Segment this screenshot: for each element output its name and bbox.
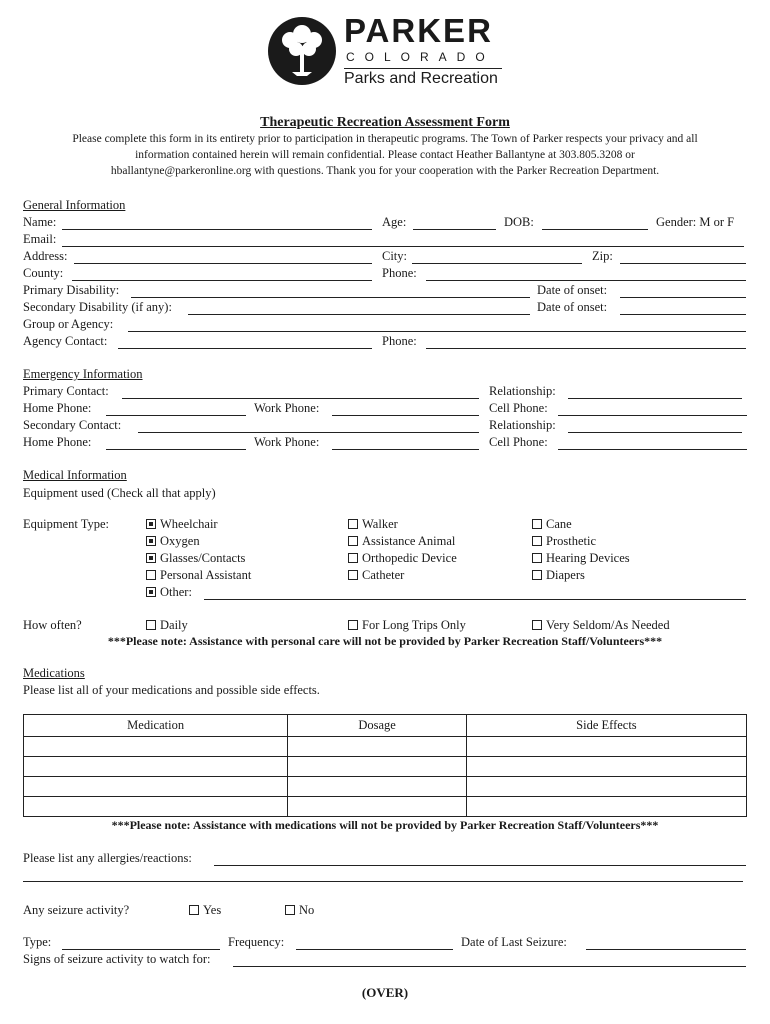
table-cell[interactable] — [466, 777, 746, 797]
work-phone-label: Work Phone: — [254, 401, 320, 415]
signs-label: Signs of seizure activity to watch for: — [23, 952, 211, 966]
option-label: Wheelchair — [160, 517, 218, 531]
relationship-field[interactable] — [568, 398, 742, 399]
table-cell[interactable] — [288, 777, 467, 797]
allergies-field-2[interactable] — [23, 881, 743, 882]
form-title: Therapeutic Recreation Assessment Form — [260, 115, 510, 130]
equip-option[interactable] — [348, 551, 457, 566]
checkbox-icon[interactable] — [189, 905, 199, 915]
table-cell[interactable] — [24, 757, 288, 777]
checkbox-icon[interactable] — [146, 536, 156, 546]
other-field[interactable] — [204, 599, 746, 600]
frequency-field[interactable] — [296, 949, 453, 950]
gender-label: Gender: M or F — [656, 215, 735, 229]
checkbox-icon[interactable] — [348, 620, 358, 630]
option-label: Cane — [546, 517, 572, 531]
checkbox-icon[interactable] — [532, 536, 542, 546]
seizure-no-option[interactable] — [285, 903, 314, 918]
seizure-yes-option[interactable] — [189, 903, 221, 918]
equip-option[interactable] — [348, 517, 398, 532]
work-phone-2-field[interactable] — [332, 449, 479, 450]
option-label: Diapers — [546, 568, 585, 582]
signs-field[interactable] — [233, 966, 746, 967]
checkbox-icon[interactable] — [532, 553, 542, 563]
option-label: Daily — [160, 618, 188, 632]
allergies-label: Please list any allergies/reactions: — [23, 851, 192, 865]
checkbox-icon[interactable] — [532, 519, 542, 529]
medications-heading: Medications — [23, 666, 85, 680]
checkbox-icon[interactable] — [532, 620, 542, 630]
zip-field[interactable] — [620, 263, 746, 264]
cell-phone-label: Cell Phone: — [489, 401, 548, 415]
table-cell[interactable] — [466, 797, 746, 817]
name-label: Name: — [23, 215, 57, 229]
last-seizure-field[interactable] — [586, 949, 746, 950]
home-phone-2-field[interactable] — [106, 449, 246, 450]
equip-option[interactable] — [532, 534, 596, 549]
last-seizure-label: Date of Last Seizure: — [461, 935, 567, 949]
work-phone-2-label: Work Phone: — [254, 435, 320, 449]
logo-rule — [344, 68, 502, 69]
group-label: Group or Agency: — [23, 317, 114, 331]
age-field[interactable] — [413, 229, 496, 230]
date-onset-label: Date of onset: — [537, 283, 608, 297]
checkbox-icon[interactable] — [348, 519, 358, 529]
equip-option[interactable] — [532, 517, 572, 532]
date-onset-field[interactable] — [620, 297, 746, 298]
col-medication: Medication — [24, 715, 288, 737]
secondary-disability-label: Secondary Disability (if any): — [23, 300, 172, 314]
option-label: Hearing Devices — [546, 551, 630, 565]
primary-contact-label: Primary Contact: — [23, 384, 109, 398]
frequency-label: Frequency: — [228, 935, 285, 949]
medical-heading: Medical Information — [23, 468, 127, 482]
logo-org: PARKER — [344, 12, 493, 49]
checkbox-icon[interactable] — [348, 570, 358, 580]
address-label: Address: — [23, 249, 68, 263]
address-field[interactable] — [74, 263, 372, 264]
checkbox-icon[interactable] — [348, 536, 358, 546]
option-label: Walker — [362, 517, 398, 531]
option-label: Very Seldom/As Needed — [546, 618, 670, 632]
checkbox-icon[interactable] — [285, 905, 295, 915]
equip-option[interactable] — [146, 534, 200, 549]
equip-option-other[interactable] — [146, 585, 192, 600]
dob-field[interactable] — [542, 229, 648, 230]
equipment-used-label: Equipment used (Check all that apply) — [23, 486, 216, 500]
emergency-heading: Emergency Information — [23, 367, 143, 381]
medications-note: ***Please note: Assistance with medications will not be provided by Parker Recreation Staff/Volunteers*** — [111, 818, 659, 832]
name-field[interactable] — [62, 229, 372, 230]
table-row[interactable] — [24, 737, 747, 757]
freq-option[interactable] — [532, 618, 670, 633]
table-cell[interactable] — [466, 737, 746, 757]
primary-disability-label: Primary Disability: — [23, 283, 120, 297]
option-label: Other: — [160, 585, 192, 599]
parker-tree-logo — [267, 16, 337, 86]
phone-label: Phone: — [382, 266, 417, 280]
table-cell[interactable] — [24, 797, 288, 817]
equipment-type-label: Equipment Type: — [23, 517, 110, 531]
table-row[interactable] — [24, 797, 747, 817]
table-cell[interactable] — [288, 797, 467, 817]
option-label: Orthopedic Device — [362, 551, 457, 565]
equip-option[interactable] — [146, 551, 245, 566]
general-heading: General Information — [23, 198, 126, 212]
equip-option[interactable] — [146, 568, 251, 583]
intro-line-3: hballantyne@parkeronline.org with questions. Thank you for your cooperation with the Parker Recreation Department. — [110, 165, 660, 177]
table-cell[interactable] — [288, 737, 467, 757]
zip-label: Zip: — [592, 249, 613, 263]
logo-dept: Parks and Recreation — [344, 70, 498, 87]
agency-contact-label: Agency Contact: — [23, 334, 108, 348]
option-label: Personal Assistant — [160, 568, 252, 582]
seizure-label: Any seizure activity? — [23, 903, 130, 917]
checkbox-icon[interactable] — [532, 570, 542, 580]
agency-contact-field[interactable] — [118, 348, 372, 349]
equip-option[interactable] — [532, 568, 585, 583]
table-cell[interactable] — [24, 737, 288, 757]
checkbox-icon[interactable] — [146, 570, 156, 580]
checkbox-icon[interactable] — [348, 553, 358, 563]
city-label: City: — [382, 249, 408, 263]
intro-line-1: Please complete this form in its entirety prior to participation in therapeutic programs. The Town of Parker respects your privacy and all — [72, 133, 698, 145]
col-side-effects: Side Effects — [466, 715, 746, 737]
date-onset-2-label: Date of onset: — [537, 300, 608, 314]
primary-disability-field[interactable] — [131, 297, 530, 298]
home-phone-2-label: Home Phone: — [23, 435, 92, 449]
email-field[interactable] — [62, 246, 744, 247]
home-phone-field[interactable] — [106, 415, 246, 416]
option-label: Yes — [203, 903, 222, 917]
cell-phone-field[interactable] — [558, 415, 747, 416]
age-label: Age: — [382, 215, 407, 229]
over-label: (OVER) — [361, 985, 409, 1000]
agency-phone-field[interactable] — [426, 348, 746, 349]
secondary-disability-field[interactable] — [188, 314, 530, 315]
equip-option[interactable] — [146, 517, 218, 532]
work-phone-field[interactable] — [332, 415, 479, 416]
logo-state: COLORADO — [346, 50, 495, 64]
option-label: Assistance Animal — [362, 534, 456, 548]
table-row[interactable] — [24, 777, 747, 797]
table-cell[interactable] — [24, 777, 288, 797]
option-label: Prosthetic — [546, 534, 596, 548]
option-label: Catheter — [362, 568, 405, 582]
col-dosage: Dosage — [288, 715, 467, 737]
cell-phone-2-field[interactable] — [558, 449, 747, 450]
table-row[interactable] — [24, 757, 747, 777]
table-header-row — [24, 715, 747, 737]
county-label: County: — [23, 266, 64, 280]
secondary-contact-field[interactable] — [138, 432, 479, 433]
how-often-label: How often? — [23, 618, 82, 632]
email-label: Email: — [23, 232, 57, 246]
relationship-2-label: Relationship: — [489, 418, 556, 432]
checkbox-icon[interactable] — [146, 519, 156, 529]
date-onset-2-field[interactable] — [620, 314, 746, 315]
option-label: Glasses/Contacts — [160, 551, 246, 565]
equip-option[interactable] — [348, 568, 404, 583]
relationship-label: Relationship: — [489, 384, 556, 398]
table-cell[interactable] — [288, 757, 467, 777]
personal-care-note: ***Please note: Assistance with personal care will not be provided by Parker Recreation Staff/Volunteers*** — [107, 634, 663, 648]
option-label: Oxygen — [160, 534, 200, 548]
group-field[interactable] — [128, 331, 746, 332]
county-field[interactable] — [72, 280, 372, 281]
relationship-2-field[interactable] — [568, 432, 742, 433]
medications-instruction: Please list all of your medications and possible side effects. — [23, 683, 320, 697]
intro-line-2: information contained herein will remain confidential. Please contact Heather Ballantyne at 303.805.3208 or — [135, 149, 635, 161]
checkbox-icon[interactable] — [146, 587, 156, 597]
type-label: Type: — [23, 935, 52, 949]
phone-field[interactable] — [426, 280, 746, 281]
option-label: For Long Trips Only — [362, 618, 466, 632]
dob-label: DOB: — [504, 215, 534, 229]
city-field[interactable] — [412, 263, 582, 264]
agency-phone-label: Phone: — [382, 334, 417, 348]
checkbox-icon[interactable] — [146, 553, 156, 563]
checkbox-icon[interactable] — [146, 620, 156, 630]
cell-phone-2-label: Cell Phone: — [489, 435, 548, 449]
freq-option[interactable] — [146, 618, 188, 633]
equip-option[interactable] — [348, 534, 455, 549]
option-label: No — [299, 903, 315, 917]
table-cell[interactable] — [466, 757, 746, 777]
medications-table — [23, 714, 747, 817]
allergies-field[interactable] — [214, 865, 746, 866]
secondary-contact-label: Secondary Contact: — [23, 418, 122, 432]
home-phone-label: Home Phone: — [23, 401, 92, 415]
equip-option[interactable] — [532, 551, 630, 566]
freq-option[interactable] — [348, 618, 466, 633]
type-field[interactable] — [62, 949, 220, 950]
primary-contact-field[interactable] — [122, 398, 479, 399]
